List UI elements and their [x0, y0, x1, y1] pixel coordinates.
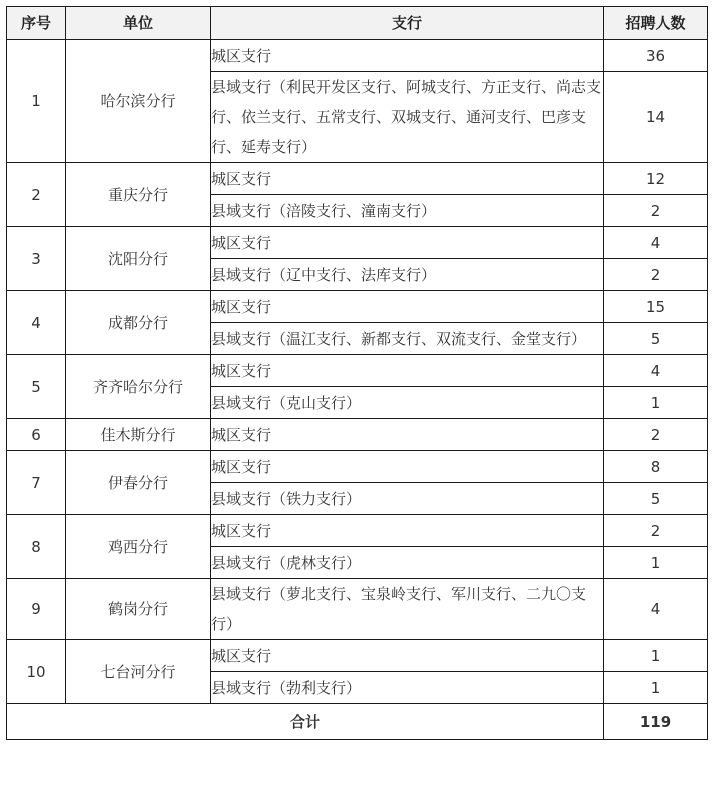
row-unit: 佳木斯分行 [66, 419, 211, 451]
row-seq: 4 [7, 291, 66, 355]
row-branch: 县域支行（辽中支行、法库支行） [211, 259, 604, 291]
row-branch: 城区支行 [211, 419, 604, 451]
row-count: 8 [604, 451, 708, 483]
header-count: 招聘人数 [604, 7, 708, 40]
table-row [7, 40, 708, 72]
row-branch: 城区支行 [211, 163, 604, 195]
row-count: 4 [604, 579, 708, 640]
row-count: 2 [604, 515, 708, 547]
row-unit: 齐齐哈尔分行 [66, 355, 211, 419]
row-unit: 成都分行 [66, 291, 211, 355]
row-seq: 1 [7, 40, 66, 163]
row-branch: 县域支行（勃利支行） [211, 672, 604, 704]
row-seq: 8 [7, 515, 66, 579]
total-label: 合计 [7, 704, 604, 740]
row-branch: 县域支行（温江支行、新都支行、双流支行、金堂支行） [211, 323, 604, 355]
table-row [7, 515, 708, 547]
row-unit: 鹤岗分行 [66, 579, 211, 640]
row-branch: 城区支行 [211, 451, 604, 483]
table-row [7, 291, 708, 323]
row-count: 15 [604, 291, 708, 323]
row-count: 5 [604, 323, 708, 355]
row-branch: 县域支行（铁力支行） [211, 483, 604, 515]
row-branch: 县域支行（虎林支行） [211, 547, 604, 579]
row-branch: 城区支行 [211, 40, 604, 72]
row-seq: 6 [7, 419, 66, 451]
row-seq: 3 [7, 227, 66, 291]
row-count: 4 [604, 227, 708, 259]
row-branch: 县域支行（萝北支行、宝泉岭支行、军川支行、二九〇支行） [211, 579, 604, 640]
table-row [7, 227, 708, 259]
row-count: 1 [604, 547, 708, 579]
row-unit: 伊春分行 [66, 451, 211, 515]
row-branch: 城区支行 [211, 291, 604, 323]
row-seq: 7 [7, 451, 66, 515]
row-unit: 七台河分行 [66, 640, 211, 704]
row-count: 1 [604, 672, 708, 704]
row-branch: 县域支行（利民开发区支行、阿城支行、方正支行、尚志支行、依兰支行、五常支行、双城支行、通河支行、巴彦支行、延寿支行） [211, 72, 604, 163]
row-unit: 重庆分行 [66, 163, 211, 227]
row-count: 2 [604, 259, 708, 291]
header-branch: 支行 [211, 7, 604, 40]
total-count: 119 [604, 704, 708, 740]
row-unit: 鸡西分行 [66, 515, 211, 579]
table-row [7, 451, 708, 483]
row-unit: 哈尔滨分行 [66, 40, 211, 163]
header-row [7, 7, 708, 40]
table-row [7, 419, 708, 451]
row-count: 36 [604, 40, 708, 72]
row-branch: 城区支行 [211, 227, 604, 259]
row-seq: 5 [7, 355, 66, 419]
header-seq: 序号 [7, 7, 66, 40]
row-unit: 沈阳分行 [66, 227, 211, 291]
row-count: 4 [604, 355, 708, 387]
row-seq: 9 [7, 579, 66, 640]
table-row [7, 163, 708, 195]
row-count: 12 [604, 163, 708, 195]
row-branch: 县域支行（克山支行） [211, 387, 604, 419]
row-seq: 10 [7, 640, 66, 704]
table-row [7, 640, 708, 672]
row-branch: 城区支行 [211, 640, 604, 672]
row-count: 5 [604, 483, 708, 515]
row-branch: 城区支行 [211, 355, 604, 387]
total-row [7, 704, 708, 740]
row-count: 14 [604, 72, 708, 163]
row-count: 1 [604, 387, 708, 419]
row-seq: 2 [7, 163, 66, 227]
table-row [7, 579, 708, 640]
table-body [7, 40, 708, 704]
row-count: 2 [604, 195, 708, 227]
row-branch: 城区支行 [211, 515, 604, 547]
row-count: 2 [604, 419, 708, 451]
row-count: 1 [604, 640, 708, 672]
recruitment-table [6, 6, 708, 740]
table-row [7, 355, 708, 387]
row-branch: 县域支行（涪陵支行、潼南支行） [211, 195, 604, 227]
header-unit: 单位 [66, 7, 211, 40]
